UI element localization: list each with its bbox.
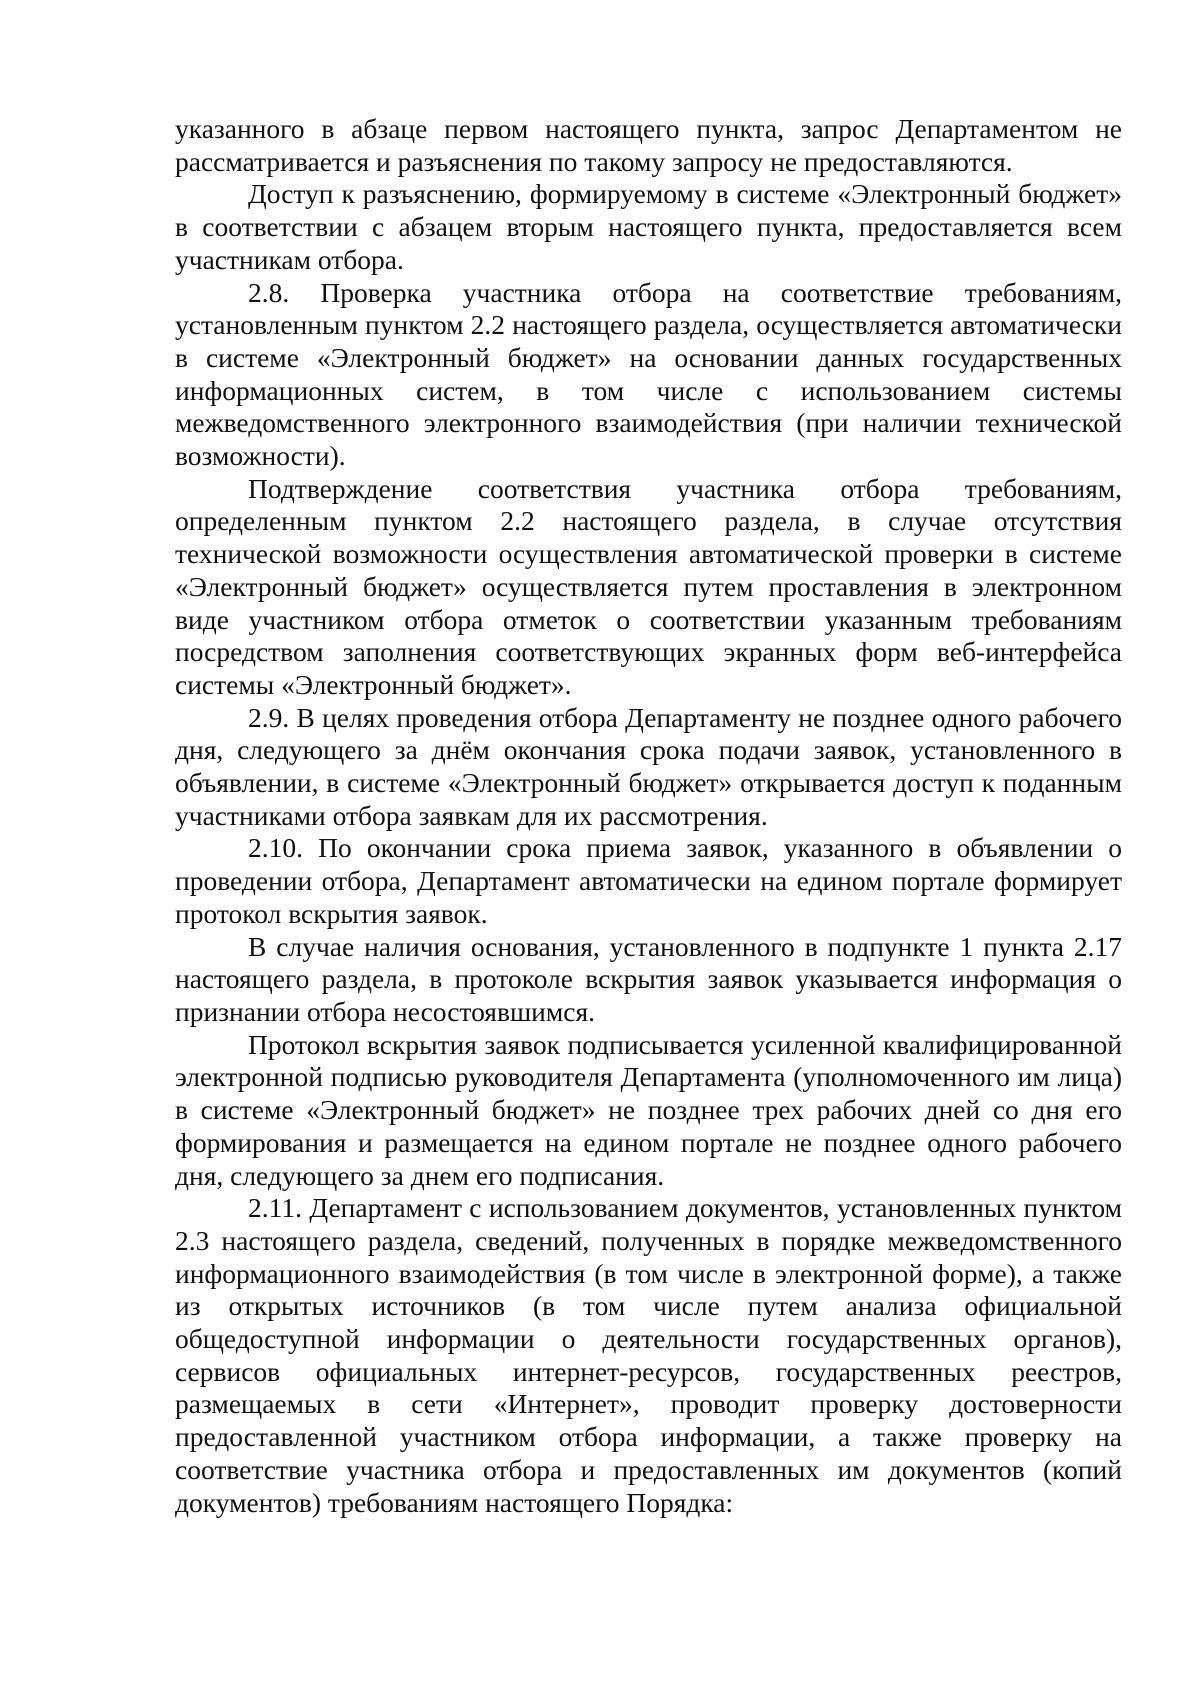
paragraph-failed-selection: В случае наличия основания, установленного в подпункте 1 пункта 2.17 настоящего раздела, в протоколе вскрытия заявок указывается информация о признании отбора несостоявшимся.: [175, 930, 1122, 1027]
paragraph-confirmation: Подтверждение соответствия участника отбора требованиям, определенным пунктом 2.2 настоящего раздела, в случае отсутствия технической возможности осуществления автоматической проверки в системе «Электронный бюджет» осуществляется путем проставления в электронном виде участником отбора отметок о соответствии указанным требованиям посредством заполнения соответствующих экранных форм веб-интерфейса системы «Электронный бюджет».: [175, 472, 1122, 700]
paragraph-2-11: 2.11. Департамент с использованием документов, установленных пунктом 2.3 настоящего раздела, сведений, полученных в порядке межведомственного информационного взаимодействия (в том числе в электронной форме), а также из открытых источников (в том числе путем анализа официальной общедоступной информации о деятельности государственных органов), сервисов официальных интернет-ресурсов, государственных реестров, размещаемых в сети «Интернет», проводит проверку достоверности предоставленной участником отбора информации, а также проверку на соответствие участника отбора и предоставленных им документов (копий документов) требованиям настоящего Порядка:: [175, 1192, 1122, 1518]
paragraph-2-10: 2.10. По окончании срока приема заявок, указанного в объявлении о проведении отбора, Департамент автоматически на едином портале формирует протокол вскрытия заявок.: [175, 832, 1122, 929]
paragraph-access-clarification: Доступ к разъяснению, формируемому в системе «Электронный бюджет» в соответствии с абзацем вторым настоящего пункта, предоставляется всем участникам отбора.: [175, 178, 1122, 275]
paragraph-continuation: указанного в абзаце первом настоящего пункта, запрос Департаментом не рассматривается и разъяснения по такому запросу не предоставляются.: [175, 113, 1122, 177]
document-body: [175, 113, 1122, 1519]
paragraph-2-8: 2.8. Проверка участника отбора на соответствие требованиям, установленным пунктом 2.2 настоящего раздела, осуществляется автоматически в системе «Электронный бюджет» на основании данных государственных информационных систем, в том числе с использованием системы межведомственного электронного взаимодействия (при наличии технической возможности).: [175, 276, 1122, 472]
paragraph-protocol-signing: Протокол вскрытия заявок подписывается усиленной квалифицированной электронной подписью руководителя Департамента (уполномоченного им лица) в системе «Электронный бюджет» не позднее трех рабочих дней со дня его формирования и размещается на едином портале не позднее одного рабочего дня, следующего за днем его подписания.: [175, 1028, 1122, 1191]
paragraph-2-9: 2.9. В целях проведения отбора Департаменту не позднее одного рабочего дня, следующего за днём окончания срока подачи заявок, установленного в объявлении, в системе «Электронный бюджет» открывается доступ к поданным участниками отбора заявкам для их рассмотрения.: [175, 701, 1122, 831]
